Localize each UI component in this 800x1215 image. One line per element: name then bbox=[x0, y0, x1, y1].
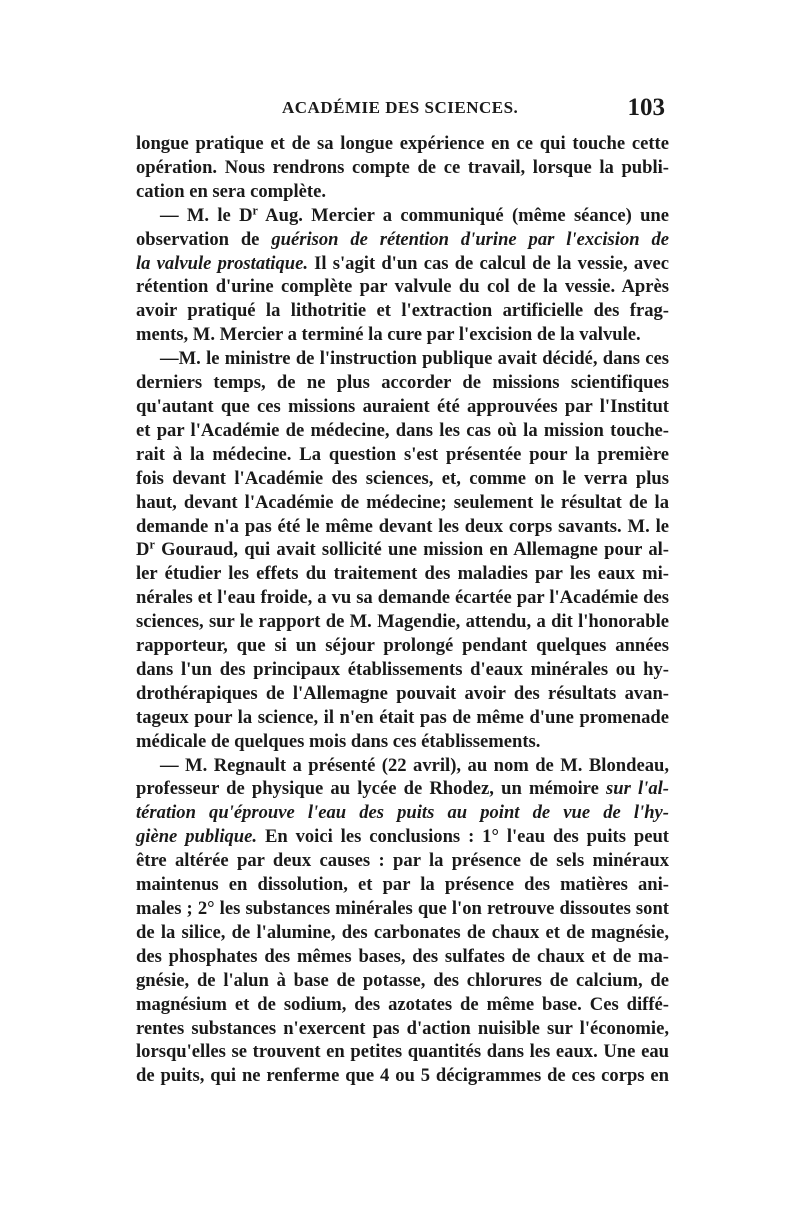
text-line: nérales et l'eau froide, a vu sa demande écartée par l'Académie des bbox=[136, 587, 669, 609]
page-header bbox=[136, 94, 669, 132]
text-line: $D^r$ Gouraud, qui avait sollicité une mission en Allemagne pour al- bbox=[136, 537, 669, 561]
text-line: tageux pour la science, il n'en était pas de même d'une promenade bbox=[136, 706, 669, 728]
text-line: —M. le ministre de l'instruction publique avait décidé, dans ces bbox=[160, 348, 669, 370]
text-line: rentes substances n'exercent pas d'action nuisible sur l'économie, bbox=[136, 1017, 669, 1039]
text-line: qu'autant que ces missions auraient été approuvées par l'Institut bbox=[136, 395, 669, 417]
book-page bbox=[136, 94, 670, 1088]
text-line: lorsqu'elles se trouvent en petites quantités dans les eaux. Une eau bbox=[136, 1041, 669, 1063]
text-line: ments, M. Mercier a terminé la cure par l'excision de la valvule. bbox=[136, 324, 641, 346]
text-line: opération. Nous rendrons compte de ce travail, lorsque la publi- bbox=[136, 156, 669, 178]
text-line: giène publique. En voici les conclusions : 1° l'eau des puits peut bbox=[136, 826, 669, 848]
text-line: males ; 2° les substances minérales que l'on retrouve dissoutes sont bbox=[136, 898, 669, 919]
text-line: tération qu'éprouve l'eau des puits au point de vue de l'hy- bbox=[136, 802, 669, 824]
text-line: drothérapiques de l'Allemagne pouvait avoir des résultats avan- bbox=[136, 682, 669, 704]
text-line: rétention d'urine complète par valvule du col de la vessie. Après bbox=[136, 276, 669, 298]
text-line: observation de guérison de rétention d'urine par l'excision de bbox=[136, 228, 670, 250]
text-line: médicale de quelques mois dans ces établissements. bbox=[136, 730, 541, 752]
text-line: la valvule prostatique. Il s'agit d'un cas de calcul de la vessie, avec bbox=[136, 252, 669, 274]
text-line: de puits, qui ne renferme que 4 ou 5 décigrammes de ces corps en bbox=[136, 1065, 669, 1087]
text-line: demande n'a pas été le même devant les deux corps savants. M. le bbox=[136, 515, 669, 537]
text-line: avoir pratiqué la lithotritie et l'extraction artificielle des frag- bbox=[136, 300, 669, 322]
text-line: — M. Regnault a présenté (22 avril), au nom de M. Blondeau, bbox=[160, 754, 669, 776]
body-text bbox=[136, 132, 669, 1088]
text-line: derniers temps, de ne plus accorder de missions scientifiques bbox=[136, 372, 669, 394]
text-line: gnésie, de l'alun à base de potasse, des chlorures de calcium, de bbox=[136, 969, 669, 991]
text-line: — M. le $D^r$ Aug. Mercier a communiqué (même séance) une bbox=[160, 203, 669, 226]
text-line: de la silice, de l'alumine, des carbonates de chaux et de magnésie, bbox=[136, 921, 669, 943]
text-line: et par l'Académie de médecine, dans les cas où la mission touche- bbox=[136, 419, 669, 441]
text-line: magnésium et de sodium, des azotates de même base. Ces diffé- bbox=[136, 993, 669, 1015]
text-line: fois devant l'Académie des sciences, et, comme on le verra plus bbox=[136, 467, 669, 489]
text-line: être altérée par deux causes : par la présence de sels minéraux bbox=[136, 850, 669, 872]
text-line: rait à la médecine. La question s'est présentée pour la première bbox=[136, 443, 669, 465]
text-line: maintenus en dissolution, et par la présence des matières ani- bbox=[136, 874, 669, 896]
text-line: dans l'un des principaux établissements d'eaux minérales ou hy- bbox=[136, 658, 669, 680]
text-line: rapporteur, que si un séjour prolongé pendant quelques années bbox=[136, 635, 669, 657]
page-number: 103 bbox=[627, 94, 665, 121]
text-line: ler étudier les effets du traitement des maladies par les eaux mi- bbox=[136, 563, 669, 585]
text-line: longue pratique et de sa longue expérience en ce qui touche cette bbox=[136, 133, 669, 154]
text-line: sciences, sur le rapport de M. Magendie, attendu, a dit l'honorable bbox=[136, 611, 669, 633]
running-title: ACADÉMIE DES SCIENCES. bbox=[282, 98, 519, 117]
text-line: cation en sera complète. bbox=[136, 180, 327, 202]
text-line: haut, devant l'Académie de médecine; seulement le résultat de la bbox=[136, 491, 669, 513]
text-line: des phosphates des mêmes bases, des sulfates de chaux et de ma- bbox=[136, 945, 669, 967]
text-line: professeur de physique au lycée de Rhodez, un mémoire sur l'al- bbox=[136, 778, 669, 800]
